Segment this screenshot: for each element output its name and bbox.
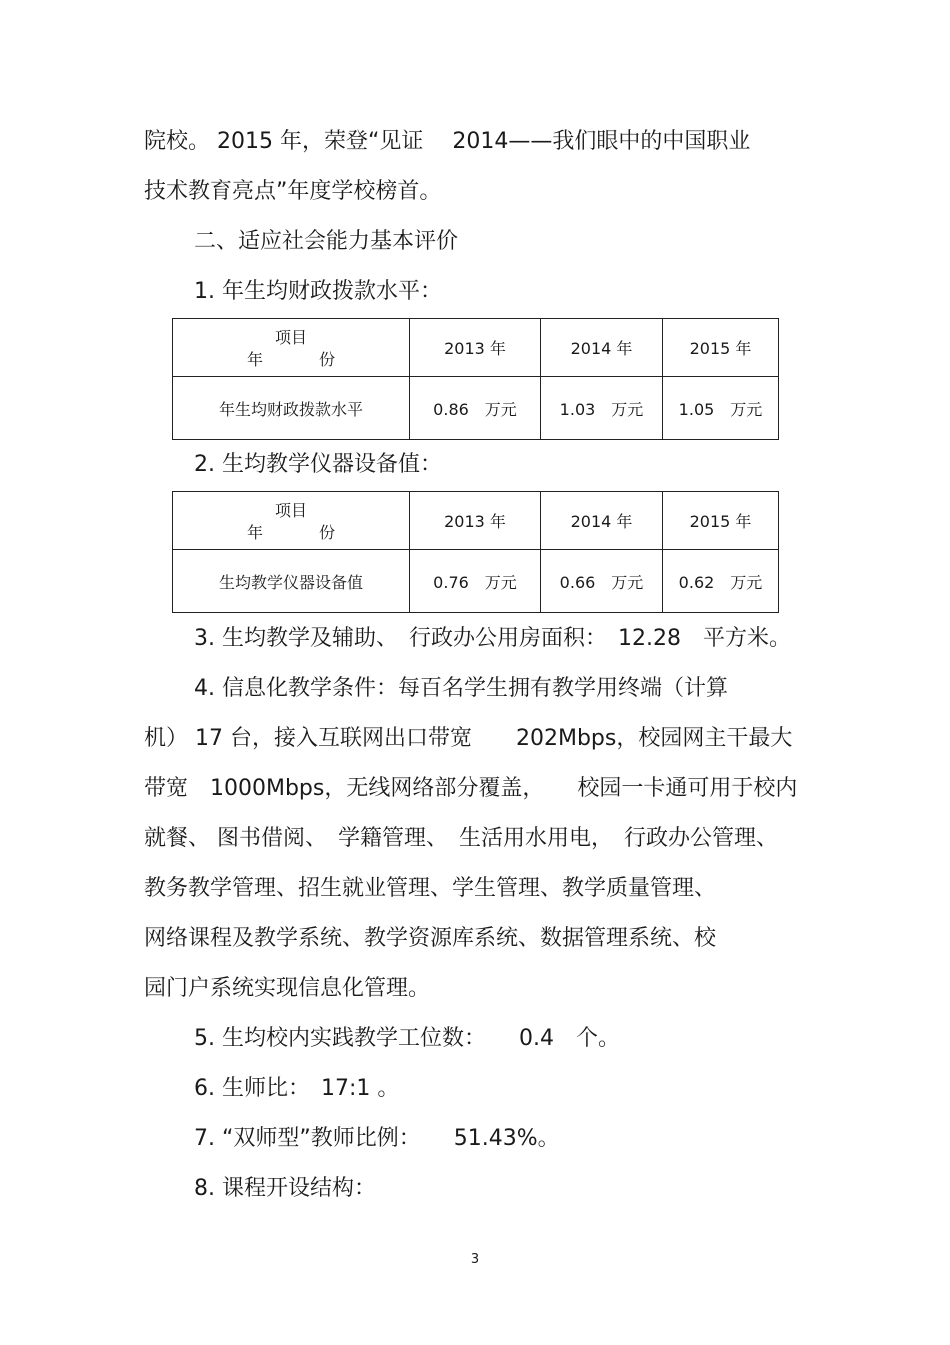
header-year-label — [173, 520, 409, 543]
table-row — [173, 377, 779, 440]
value-cell: 0.76 万元 — [410, 550, 541, 613]
year-header-cell: 2015 年 — [663, 319, 779, 377]
header-corner-cell — [173, 319, 410, 377]
value-cell: 0.62 万元 — [663, 550, 779, 613]
paragraph-line: 院校。 2015 年，荣登“见证 2014——我们眼中的中国职业 — [144, 129, 751, 154]
item-text: 4. 信息化教学条件：每百名学生拥有教学用终端（计算 — [194, 676, 728, 701]
paragraph-line: 网络课程及教学系统、教学资源库系统、数据管理系统、校 — [144, 926, 717, 951]
header-corner-cell — [173, 492, 410, 550]
header-year-label — [173, 347, 409, 370]
value-cell: 1.03 万元 — [541, 377, 663, 440]
row-label-cell: 生均教学仪器设备值 — [173, 550, 410, 613]
value-cell: 0.86 万元 — [410, 377, 541, 440]
page-number: 3 — [470, 1252, 480, 1267]
table-row — [173, 550, 779, 613]
item-text: 3. 生均教学及辅助、 行政办公用房面积： 12.28 平方米。 — [194, 626, 791, 651]
section-heading: 二、适应社会能力基本评价 — [194, 229, 459, 254]
paragraph-line: 机） 17 台，接入互联网出口带宽 202Mbps，校园网主干最大 — [144, 726, 793, 751]
paragraph-line: 就餐、 图书借阅、 学籍管理、 生活用水用电， 行政办公管理、 — [144, 826, 778, 851]
header-year-left: 年 — [246, 350, 263, 369]
paragraph-line: 教务教学管理、招生就业管理、学生管理、教学质量管理、 — [144, 876, 717, 901]
year-header-cell: 2013 年 — [410, 492, 541, 550]
header-year-right: 份 — [319, 350, 336, 369]
table-header-row — [173, 492, 779, 550]
item-text: 6. 生师比： 17:1 。 — [194, 1076, 400, 1101]
paragraph-line: 带宽 1000Mbps，无线网络部分覆盖， 校园一卡通可用于校内 — [144, 776, 798, 801]
row-label-cell: 年生均财政拨款水平 — [173, 377, 410, 440]
year-header-cell: 2013 年 — [410, 319, 541, 377]
header-item-label: 项目 — [274, 328, 307, 347]
table-funding — [172, 318, 779, 440]
item-text: 5. 生均校内实践教学工位数： 0.4 个。 — [194, 1026, 620, 1051]
paragraph-line: 园门户系统实现信息化管理。 — [144, 976, 431, 1001]
header-year-left: 年 — [246, 523, 263, 542]
year-header-cell: 2014 年 — [541, 492, 663, 550]
year-header-cell: 2015 年 — [663, 492, 779, 550]
table-header-row — [173, 319, 779, 377]
header-item-label: 项目 — [274, 501, 307, 520]
value-cell: 1.05 万元 — [663, 377, 779, 440]
value-cell: 0.66 万元 — [541, 550, 663, 613]
year-header-cell: 2014 年 — [541, 319, 663, 377]
item-heading: 1. 年生均财政拨款水平： — [194, 279, 442, 304]
item-text: 7. “双师型”教师比例： 51.43%。 — [194, 1126, 560, 1151]
paragraph-line: 技术教育亮点”年度学校榜首。 — [144, 179, 442, 204]
item-heading: 2. 生均教学仪器设备值： — [194, 452, 442, 477]
table-equipment — [172, 491, 779, 613]
item-text: 8. 课程开设结构： — [194, 1176, 376, 1201]
header-year-right: 份 — [319, 523, 336, 542]
